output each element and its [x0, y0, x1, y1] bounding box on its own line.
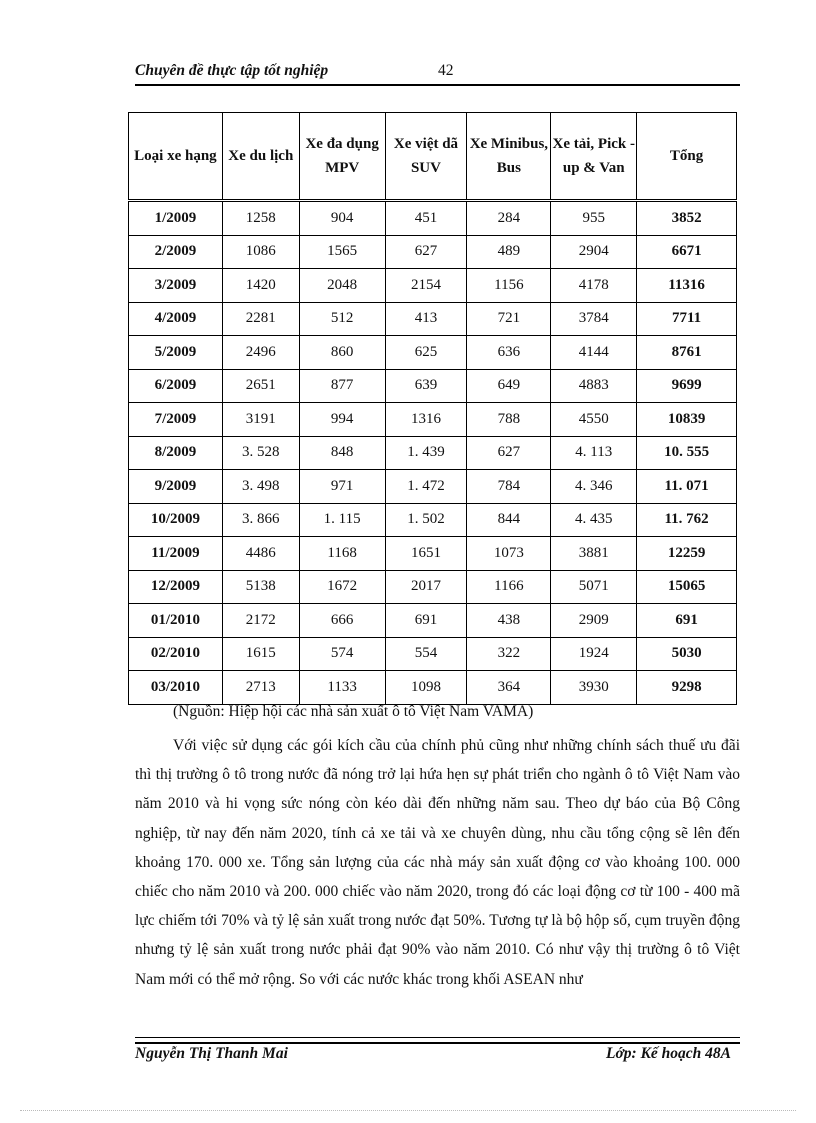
table-cell: 3. 866: [222, 503, 299, 537]
table-cell: 788: [467, 403, 551, 437]
row-total: 10. 555: [637, 436, 737, 470]
row-total: 10839: [637, 403, 737, 437]
table-cell: 1651: [385, 537, 467, 571]
row-period: 02/2010: [129, 637, 223, 671]
table-cell: 666: [299, 604, 385, 638]
table-cell: 4550: [551, 403, 637, 437]
table-cell: 1565: [299, 235, 385, 269]
table-cell: 848: [299, 436, 385, 470]
table-cell: 1. 502: [385, 503, 467, 537]
footer-divider: [135, 1037, 740, 1044]
row-total: 5030: [637, 637, 737, 671]
table-cell: 1073: [467, 537, 551, 571]
table-cell: 844: [467, 503, 551, 537]
table-cell: 4486: [222, 537, 299, 571]
table-cell: 2048: [299, 269, 385, 303]
column-header: Tổng: [637, 113, 737, 201]
table-cell: 364: [467, 671, 551, 705]
table-cell: 438: [467, 604, 551, 638]
column-header: Xe du lịch: [222, 113, 299, 201]
row-period: 5/2009: [129, 336, 223, 370]
row-period: 6/2009: [129, 369, 223, 403]
table-cell: 3930: [551, 671, 637, 705]
table-cell: 3881: [551, 537, 637, 571]
table-cell: 955: [551, 201, 637, 236]
table-row: [129, 604, 737, 638]
table-cell: 1168: [299, 537, 385, 571]
table-cell: 784: [467, 470, 551, 504]
table-cell: 636: [467, 336, 551, 370]
row-total: 12259: [637, 537, 737, 571]
table-row: [129, 470, 737, 504]
table-cell: 2713: [222, 671, 299, 705]
table-row: [129, 336, 737, 370]
table-cell: 451: [385, 201, 467, 236]
row-total: 9298: [637, 671, 737, 705]
table-cell: 2496: [222, 336, 299, 370]
table-row: [129, 537, 737, 571]
table-cell: 627: [385, 235, 467, 269]
table-cell: 4. 435: [551, 503, 637, 537]
table-row: [129, 235, 737, 269]
page-number: 42: [438, 62, 454, 79]
table-row: [129, 570, 737, 604]
table-row: [129, 436, 737, 470]
table-cell: 1. 472: [385, 470, 467, 504]
table-cell: 1316: [385, 403, 467, 437]
row-period: 1/2009: [129, 201, 223, 236]
row-period: 7/2009: [129, 403, 223, 437]
table-row: [129, 637, 737, 671]
table-cell: 649: [467, 369, 551, 403]
table-cell: 860: [299, 336, 385, 370]
row-period: 10/2009: [129, 503, 223, 537]
table-cell: 4883: [551, 369, 637, 403]
table-cell: 4144: [551, 336, 637, 370]
table-cell: 1166: [467, 570, 551, 604]
table-row: [129, 671, 737, 705]
table-cell: 574: [299, 637, 385, 671]
column-header: Xe Minibus, Bus: [467, 113, 551, 201]
table-cell: 1156: [467, 269, 551, 303]
page-header: [135, 58, 740, 86]
table-cell: 1924: [551, 637, 637, 671]
footer-author: Nguyễn Thị Thanh Mai: [135, 1045, 288, 1062]
row-total: 9699: [637, 369, 737, 403]
row-period: 9/2009: [129, 470, 223, 504]
table-cell: 3. 528: [222, 436, 299, 470]
table-cell: 625: [385, 336, 467, 370]
table-cell: 2154: [385, 269, 467, 303]
row-period: 4/2009: [129, 302, 223, 336]
table-cell: 5071: [551, 570, 637, 604]
table-cell: 1133: [299, 671, 385, 705]
table-cell: 322: [467, 637, 551, 671]
table-cell: 691: [385, 604, 467, 638]
table-cell: 877: [299, 369, 385, 403]
table-cell: 1258: [222, 201, 299, 236]
row-total: 11. 071: [637, 470, 737, 504]
row-period: 11/2009: [129, 537, 223, 571]
row-period: 8/2009: [129, 436, 223, 470]
table-cell: 721: [467, 302, 551, 336]
table-row: [129, 269, 737, 303]
table-row: [129, 302, 737, 336]
vehicle-sales-table: [128, 112, 737, 705]
table-cell: 2904: [551, 235, 637, 269]
table-cell: 512: [299, 302, 385, 336]
table-row: [129, 403, 737, 437]
table-header-row: [129, 113, 737, 201]
row-period: 01/2010: [129, 604, 223, 638]
table-cell: 1086: [222, 235, 299, 269]
table-cell: 2281: [222, 302, 299, 336]
table-cell: 1098: [385, 671, 467, 705]
body-paragraph: Với việc sử dụng các gói kích cầu của chính phủ cũng như những chính sách thuế ưu đãi thì thị trường ô tô trong nước đã nóng trở lại hứa hẹn sự phát triển cho ngành ô tô Việt Nam vào năm 2010 và hi vọng sức nóng còn kéo dài đến những năm sau. Theo dự báo của Bộ Công nghiệp, từ nay đến năm 2020, tính cả xe tải và xe chuyên dùng, nhu cầu tổng cộng sẽ lên đến khoảng 170. 000 xe. Tổng sản lượng của các nhà máy sản xuất động cơ vào khoảng 100. 000 chiếc cho năm 2010 và 200. 000 chiếc vào năm 2020, trong đó các loại động cơ từ 100 - 400 mã lực chiếm tới 70% và tỷ lệ sản xuất trong nước đạt 50%. Tương tự là bộ hộp số, cụm truyền động nhưng tỷ lệ sản xuất trong nước phải đạt 90% vào năm 2010. Có như vậy thị trường ô tô Việt Nam mới có thể mở rộng. So với các nước khác trong khối ASEAN như: [135, 737, 740, 988]
table-cell: 489: [467, 235, 551, 269]
table-cell: 1672: [299, 570, 385, 604]
row-total: 7711: [637, 302, 737, 336]
row-period: 2/2009: [129, 235, 223, 269]
table-cell: 284: [467, 201, 551, 236]
table-body: [129, 201, 737, 705]
table-cell: 2651: [222, 369, 299, 403]
table-cell: 1. 115: [299, 503, 385, 537]
row-period: 03/2010: [129, 671, 223, 705]
column-header: Xe tải, Pick - up & Van: [551, 113, 637, 201]
table-cell: 639: [385, 369, 467, 403]
row-total: 11316: [637, 269, 737, 303]
table-cell: 4. 346: [551, 470, 637, 504]
table-cell: 3191: [222, 403, 299, 437]
column-header: Loại xe hạng: [129, 113, 223, 201]
table-cell: 5138: [222, 570, 299, 604]
source-note: (Nguồn: Hiệp hội các nhà sản xuất ô tô Việt Nam VAMA): [173, 703, 534, 720]
table-cell: 3. 498: [222, 470, 299, 504]
table-cell: 554: [385, 637, 467, 671]
table-cell: 3784: [551, 302, 637, 336]
row-period: 3/2009: [129, 269, 223, 303]
table-cell: 994: [299, 403, 385, 437]
row-period: 12/2009: [129, 570, 223, 604]
row-total: 15065: [637, 570, 737, 604]
table-cell: 1615: [222, 637, 299, 671]
table-cell: 413: [385, 302, 467, 336]
table-cell: 1. 439: [385, 436, 467, 470]
row-total: 11. 762: [637, 503, 737, 537]
footer-class: Lớp: Kế hoạch 48A: [606, 1045, 731, 1062]
document-title: Chuyên đề thực tập tốt nghiệp: [135, 62, 329, 79]
table-cell: 627: [467, 436, 551, 470]
table-cell: 971: [299, 470, 385, 504]
table-cell: 2909: [551, 604, 637, 638]
table-cell: 2172: [222, 604, 299, 638]
table-row: [129, 201, 737, 236]
table-cell: 4178: [551, 269, 637, 303]
page-edge-divider: [20, 1110, 796, 1111]
row-total: 6671: [637, 235, 737, 269]
row-total: 8761: [637, 336, 737, 370]
table-cell: 2017: [385, 570, 467, 604]
column-header: Xe việt dã SUV: [385, 113, 467, 201]
table-row: [129, 503, 737, 537]
row-total: 691: [637, 604, 737, 638]
column-header: Xe đa dụng MPV: [299, 113, 385, 201]
row-total: 3852: [637, 201, 737, 236]
table-cell: 1420: [222, 269, 299, 303]
table-cell: 4. 113: [551, 436, 637, 470]
table-cell: 904: [299, 201, 385, 236]
table-row: [129, 369, 737, 403]
